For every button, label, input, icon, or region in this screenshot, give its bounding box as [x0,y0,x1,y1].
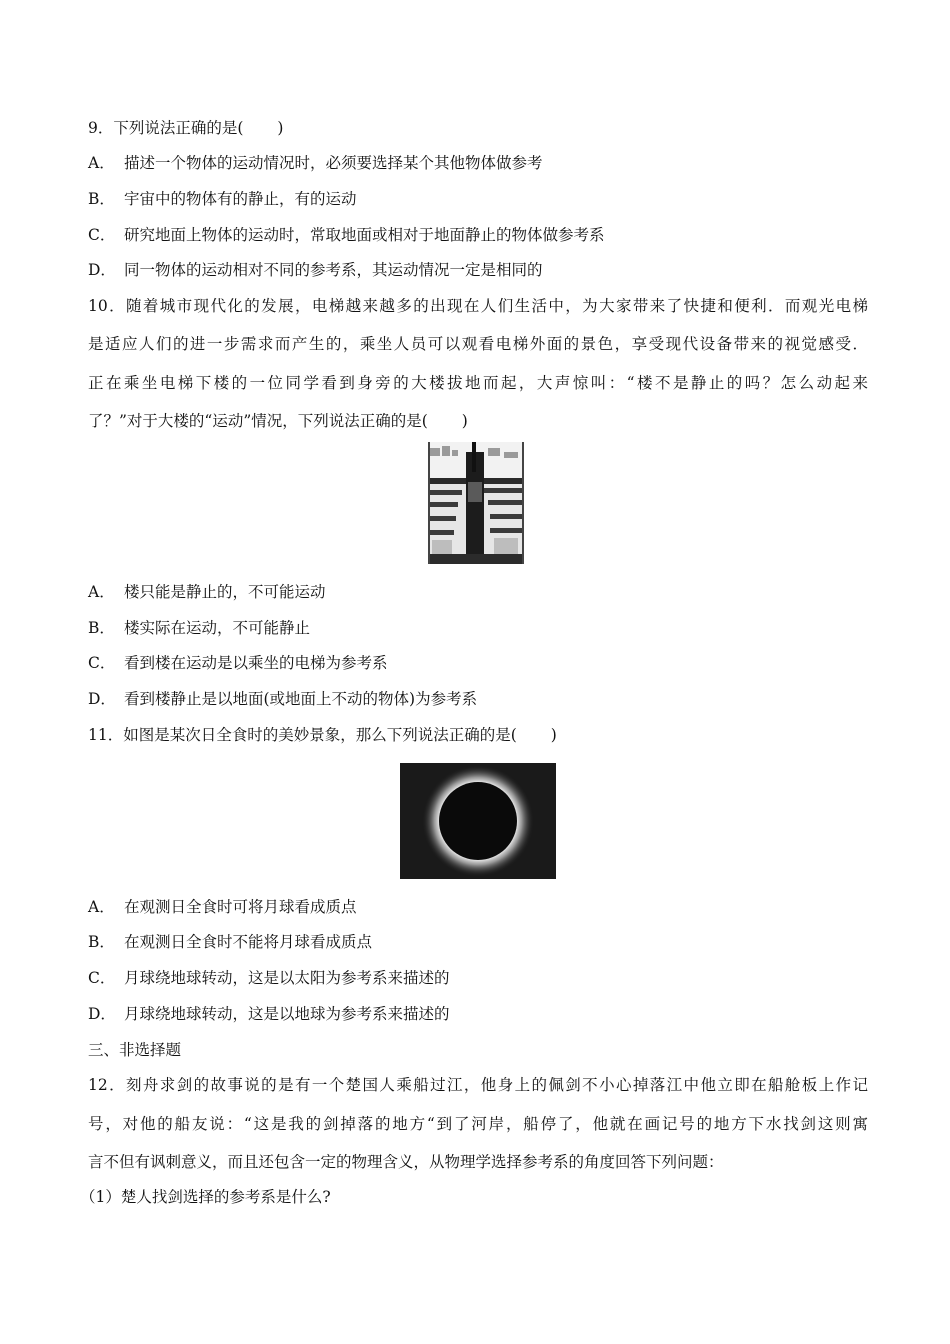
option-letter: B． [88,933,115,951]
q10-option-c [88,652,868,674]
option-text: 在观测日全食时不能将月球看成质点 [124,933,373,951]
building-elevator-image [428,442,524,564]
option-letter: C． [88,226,116,244]
option-letter: D． [88,261,116,279]
q10-line-2: 是适应人们的进一步需求而产生的，乘坐人员可以观看电梯外面的景色，享受现代设备带来的视觉感受． [88,335,868,353]
q10-line-1: 10．随着城市现代化的发展，电梯越来越多的出现在人们生活中，为大家带来了快捷和便利．而观光电梯 [88,297,868,315]
q11-paren: ) [550,726,557,744]
q11-stem [88,724,868,746]
q10-option-b [88,617,868,639]
q12-line-3: 言不但有讽刺意义，而且还包含一定的物理含义，从物理学选择参考系的角度回答下列问题： [88,1153,724,1171]
option-letter: D． [88,690,116,708]
option-text: 月球绕地球转动，这是以太阳为参考系来描述的 [124,969,450,987]
q10-option-a [88,581,868,603]
q12-line-1: 12．刻舟求剑的故事说的是有一个楚国人乘船过江，他身上的佩剑不小心掉落江中他立即在船舱板上作记 [88,1076,868,1094]
option-text: 月球绕地球转动，这是以地球为参考系来描述的 [124,1005,450,1023]
q10-option-d [88,688,868,710]
q10-line-3: 正在乘坐电梯下楼的一位同学看到身旁的大楼拔地而起，大声惊叫：“楼不是静止的吗？怎么动起来 [88,374,868,392]
q10-line-4-text: 了？”对于大楼的“运动”情况，下列说法正确的是( [88,412,428,430]
q12-sub-question-1: （1）楚人找剑选择的参考系是什么? [80,1188,331,1206]
q11-option-a [88,896,868,918]
q9-stem-text: 9．下列说法正确的是( [88,119,244,137]
q10-line-4 [88,410,868,432]
option-letter: B． [88,190,115,208]
option-letter: A． [88,583,115,601]
q12-line-2: 号，对他的船友说：“这是我的剑掉落的地方“到了河岸，船停了，他就在画记号的地方下水找剑这则寓 [88,1115,868,1133]
option-letter: B． [88,619,115,637]
q9-option-a [88,152,868,174]
q9-option-c [88,224,868,246]
option-text: 楼实际在运动，不可能静止 [124,619,311,637]
option-letter: C． [88,969,116,987]
option-letter: C． [88,654,116,672]
q11-option-c [88,967,868,989]
solar-eclipse-image [400,763,556,879]
section-heading: 三、非选择题 [88,1041,182,1059]
option-letter: D． [88,1005,116,1023]
q10-paren: ) [461,412,468,430]
option-text: 看到楼在运动是以乘坐的电梯为参考系 [124,654,388,672]
option-text: 描述一个物体的运动情况时，必须要选择某个其他物体做参考 [124,154,543,172]
option-text: 看到楼静止是以地面(或地面上不动的物体)为参考系 [124,690,478,708]
option-letter: A． [88,154,115,172]
option-text: 楼只能是静止的，不可能运动 [124,583,326,601]
q11-option-b [88,931,868,953]
option-letter: A． [88,898,115,916]
option-text: 同一物体的运动相对不同的参考系，其运动情况一定是相同的 [124,261,543,279]
q9-option-b [88,188,868,210]
option-text: 研究地面上物体的运动时，常取地面或相对于地面静止的物体做参考系 [124,226,605,244]
option-text: 宇宙中的物体有的静止，有的运动 [124,190,357,208]
q9-paren: ) [277,119,284,137]
q11-option-d [88,1003,868,1025]
q11-stem-text: 11．如图是某次日全食时的美妙景象，那么下列说法正确的是( [88,726,517,744]
option-text: 在观测日全食时可将月球看成质点 [124,898,357,916]
q9-option-d [88,259,868,281]
q9-stem [88,117,868,139]
